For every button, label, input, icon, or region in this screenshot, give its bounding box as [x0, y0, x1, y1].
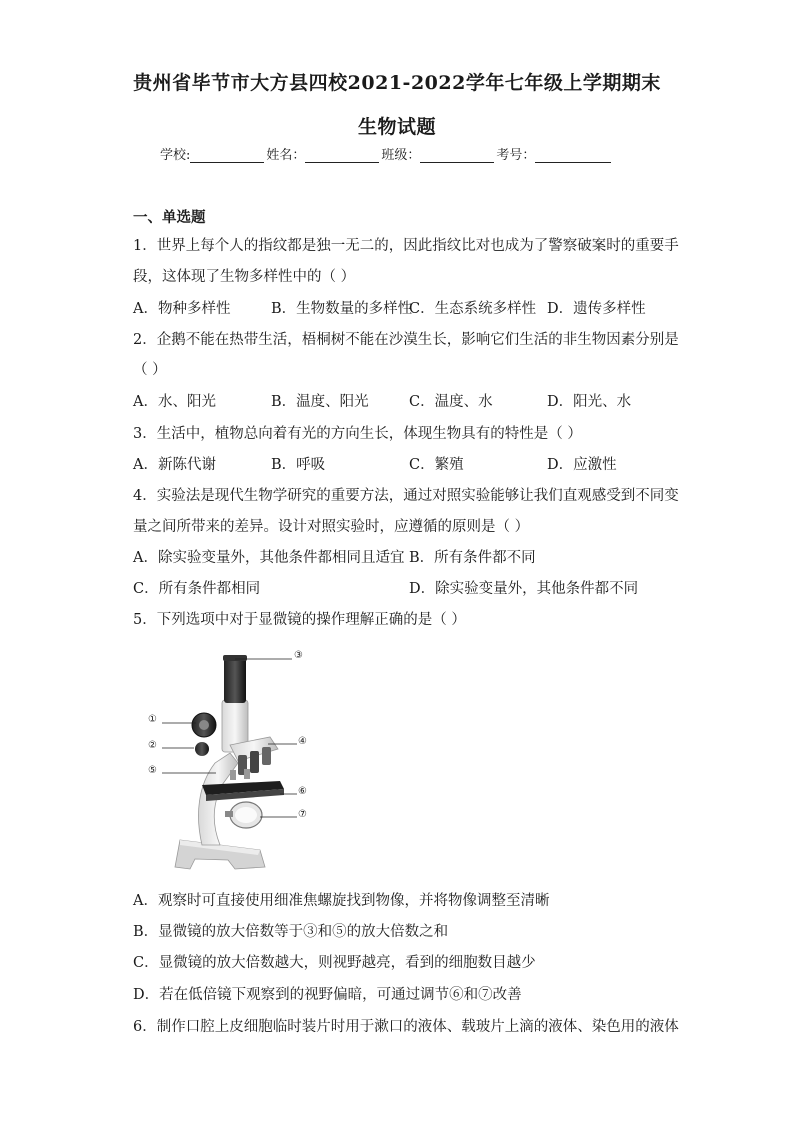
q5-stem: 5．下列选项中对于显微镜的操作理解正确的是（ ）: [133, 612, 466, 628]
class-label: 班级：: [381, 148, 421, 163]
q3-stem: 3．生活中，植物总向着有光的方向生长，体现生物具有的特性是（ ）: [133, 426, 582, 442]
q5-option-a[interactable]: A．观察时可直接使用细准焦螺旋找到物像，并将物像调整至清晰: [133, 893, 550, 909]
label-5-clip: ⑤: [148, 765, 157, 776]
q4-option-b[interactable]: B．所有条件都不同: [409, 550, 536, 566]
q1-option-a[interactable]: A．物种多样性: [133, 301, 231, 317]
label-6-stage: ⑥: [298, 786, 307, 797]
exam-title-line2: 生物试题: [357, 116, 436, 138]
q1-option-c[interactable]: C．生态系统多样性: [409, 301, 537, 317]
q5-option-d[interactable]: D．若在低倍镜下观察到的视野偏暗，可通过调节⑥和⑦改善: [133, 987, 522, 1003]
label-4-objective: ④: [298, 736, 307, 747]
label-2-fine-focus: ②: [148, 740, 157, 751]
q4-option-a[interactable]: A．除实验变量外，其他条件都相同且适宜: [133, 550, 405, 566]
q3-option-a[interactable]: A．新陈代谢: [133, 457, 216, 473]
q4-stem-line2: 量之间所带来的差异。设计对照实验时，应遵循的原则是（ ）: [133, 519, 530, 535]
q1-option-d[interactable]: D．遗传多样性: [547, 301, 646, 317]
q2-option-c[interactable]: C．温度、水: [409, 394, 493, 410]
q2-stem-line2: （ ）: [133, 362, 167, 378]
class-blank[interactable]: [420, 148, 494, 163]
label-1-coarse-focus: ①: [148, 714, 157, 725]
exam-number-label: 考号：: [496, 148, 536, 163]
q4-option-c[interactable]: C．所有条件都相同: [133, 581, 261, 597]
q4-option-d[interactable]: D．除实验变量外，其他条件都不同: [409, 581, 639, 597]
name-blank[interactable]: [305, 148, 379, 163]
q1-stem-line2: 段，这体现了生物多样性中的（ ）: [133, 269, 356, 285]
name-label: 姓名：: [266, 148, 306, 163]
q4-stem-line1: 4．实验法是现代生物学研究的重要方法，通过对照实验能够让我们直观感受到不同变: [133, 488, 679, 504]
q2-option-d[interactable]: D．阳光、水: [547, 394, 632, 410]
q3-option-c[interactable]: C．繁殖: [409, 457, 464, 473]
exam-title-line1: 贵州省毕节市大方县四校2021-2022学年七年级上学期期末: [133, 72, 661, 94]
school-label: 学校:: [160, 148, 191, 163]
q3-option-d[interactable]: D．应激性: [547, 457, 617, 473]
exam-number-blank[interactable]: [535, 148, 611, 163]
q1-stem-line1: 1．世界上每个人的指纹都是独一无二的，因此指纹比对也成为了警察破案时的重要手: [133, 238, 679, 254]
q5-option-c[interactable]: C．显微镜的放大倍数越大，则视野越亮，看到的细胞数目越少: [133, 955, 536, 971]
school-blank[interactable]: [190, 148, 264, 163]
label-3-eyepiece: ③: [294, 650, 303, 661]
label-7-mirror: ⑦: [298, 809, 307, 820]
section-heading: 一、单选题: [133, 209, 206, 226]
q3-option-b[interactable]: B．呼吸: [271, 457, 326, 473]
q1-option-b[interactable]: B．生物数量的多样性: [271, 301, 413, 317]
q5-option-b[interactable]: B．显微镜的放大倍数等于③和⑤的放大倍数之和: [133, 924, 449, 940]
q2-option-a[interactable]: A．水、阳光: [133, 394, 216, 410]
student-info-row: [160, 144, 613, 163]
q2-option-b[interactable]: B．温度、阳光: [271, 394, 369, 410]
microscope-callouts: [140, 645, 340, 875]
q6-stem-line1: 6．制作口腔上皮细胞临时装片时用于漱口的液体、载玻片上滴的液体、染色用的液体: [133, 1019, 679, 1035]
q2-stem-line1: 2．企鹅不能在热带生活，梧桐树不能在沙漠生长，影响它们生活的非生物因素分别是: [133, 332, 679, 348]
